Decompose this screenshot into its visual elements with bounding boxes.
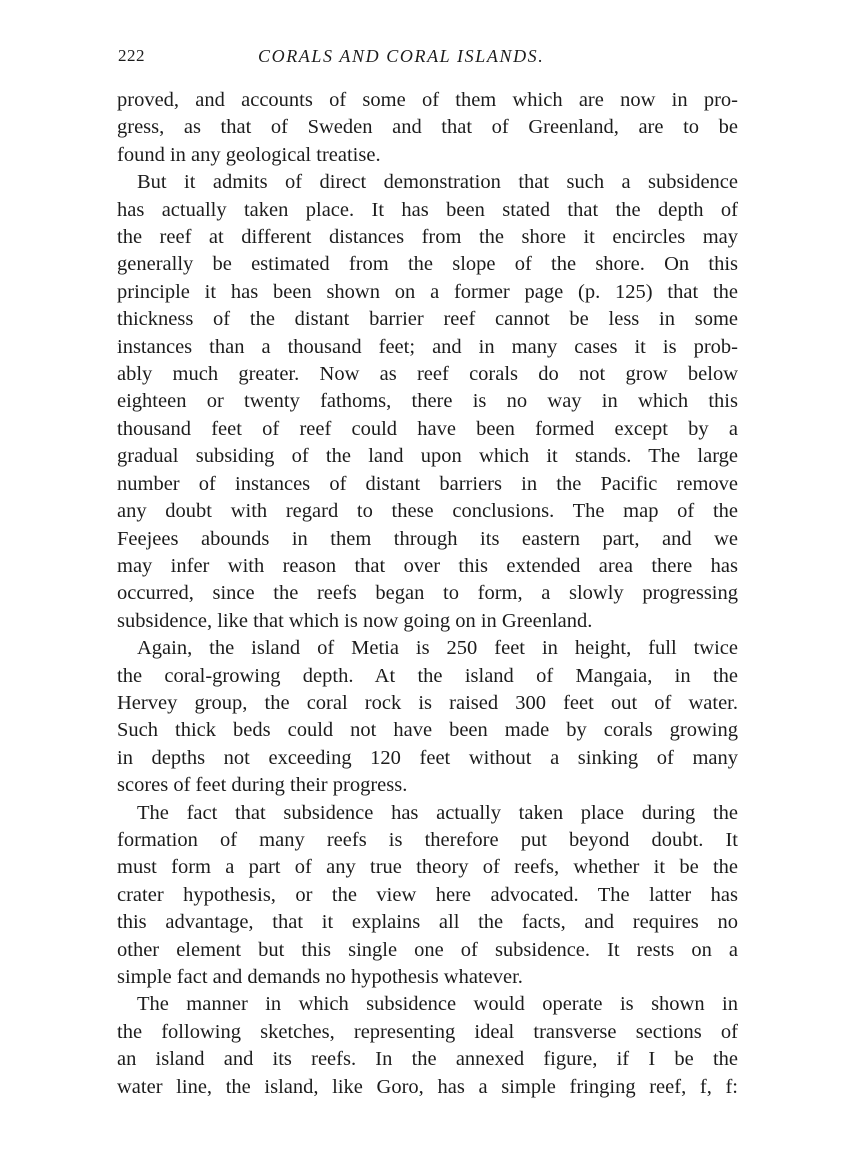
text-line: Such thick beds could not have been made by corals growing <box>117 719 738 742</box>
text-line: instances than a thousand feet; and in many cases it is prob- <box>117 335 738 358</box>
text-line: the following sketches, representing ideal transverse sections of <box>117 1020 738 1043</box>
text-line: occurred, since the reefs began to form, a slowly progressing <box>117 582 738 605</box>
text-line: proved, and accounts of some of them which are now in pro- <box>117 89 738 111</box>
text-line: has actually taken place. It has been stated that the depth of <box>117 198 738 221</box>
page-number: 222 <box>118 46 145 65</box>
paragraph <box>117 800 738 992</box>
text-line: scores of feet during their progress. <box>117 774 408 797</box>
text-line: water line, the island, like Goro, has a simple fringing reef, f, f: <box>117 1075 738 1098</box>
text-line: Again, the island of Metia is 250 feet in height, full twice <box>137 637 738 660</box>
text-line: the reef at different distances from the shore it encircles may <box>117 226 738 249</box>
text-line: an island and its reefs. In the annexed figure, if I be the <box>117 1048 738 1071</box>
text-line: Feejees abounds in them through its eastern part, and we <box>117 527 738 550</box>
text-line: crater hypothesis, or the view here advocated. The latter has <box>117 883 738 906</box>
text-line: any doubt with regard to these conclusions. The map of the <box>117 500 738 523</box>
running-title: CORALS AND CORAL ISLANDS. <box>258 46 545 66</box>
text-line: found in any geological treatise. <box>117 143 381 166</box>
text-line: thousand feet of reef could have been formed except by a <box>117 417 738 440</box>
text-line: other element but this single one of subsidence. It rests on a <box>117 938 738 961</box>
running-head <box>118 46 738 72</box>
text-line: the coral-growing depth. At the island of Mangaia, in the <box>117 664 738 687</box>
text-line: ably much greater. Now as reef corals do not grow below <box>117 363 738 386</box>
text-line: may infer with reason that over this extended area there has <box>117 554 738 577</box>
text-line: subsidence, like that which is now going on in Greenland. <box>117 609 593 632</box>
text-line: in depths not exceeding 120 feet without a sinking of many <box>117 746 738 769</box>
text-line: number of instances of distant barriers in the Pacific remove <box>117 472 738 495</box>
text-line: simple fact and demands no hypothesis whatever. <box>117 966 523 988</box>
text-line: generally be estimated from the slope of the shore. On this <box>117 253 738 276</box>
text-line: formation of many reefs is therefore put beyond doubt. It <box>117 828 738 851</box>
text-line: The manner in which subsidence would operate is shown in <box>137 993 738 1016</box>
paragraph <box>117 635 738 799</box>
paragraph <box>117 87 738 169</box>
text-line: But it admits of direct demonstration that such a subsidence <box>137 171 738 194</box>
paragraph <box>117 991 738 1101</box>
text-line: eighteen or twenty fathoms, there is no way in which this <box>117 390 738 413</box>
text-line: principle it has been shown on a former page (p. 125) that the <box>117 280 738 303</box>
text-line: The fact that subsidence has actually taken place during the <box>137 801 738 824</box>
text-line: must form a part of any true theory of reefs, whether it be the <box>117 856 738 879</box>
text-line: Hervey group, the coral rock is raised 300 feet out of water. <box>117 691 738 714</box>
text-line: gress, as that of Sweden and that of Greenland, are to be <box>117 116 738 139</box>
text-line: gradual subsiding of the land upon which it stands. The large <box>117 445 738 468</box>
body-text <box>117 87 738 1101</box>
paragraph <box>117 169 738 635</box>
text-line: this advantage, that it explains all the facts, and requires no <box>117 911 738 934</box>
text-line: thickness of the distant barrier reef cannot be less in some <box>117 308 738 331</box>
